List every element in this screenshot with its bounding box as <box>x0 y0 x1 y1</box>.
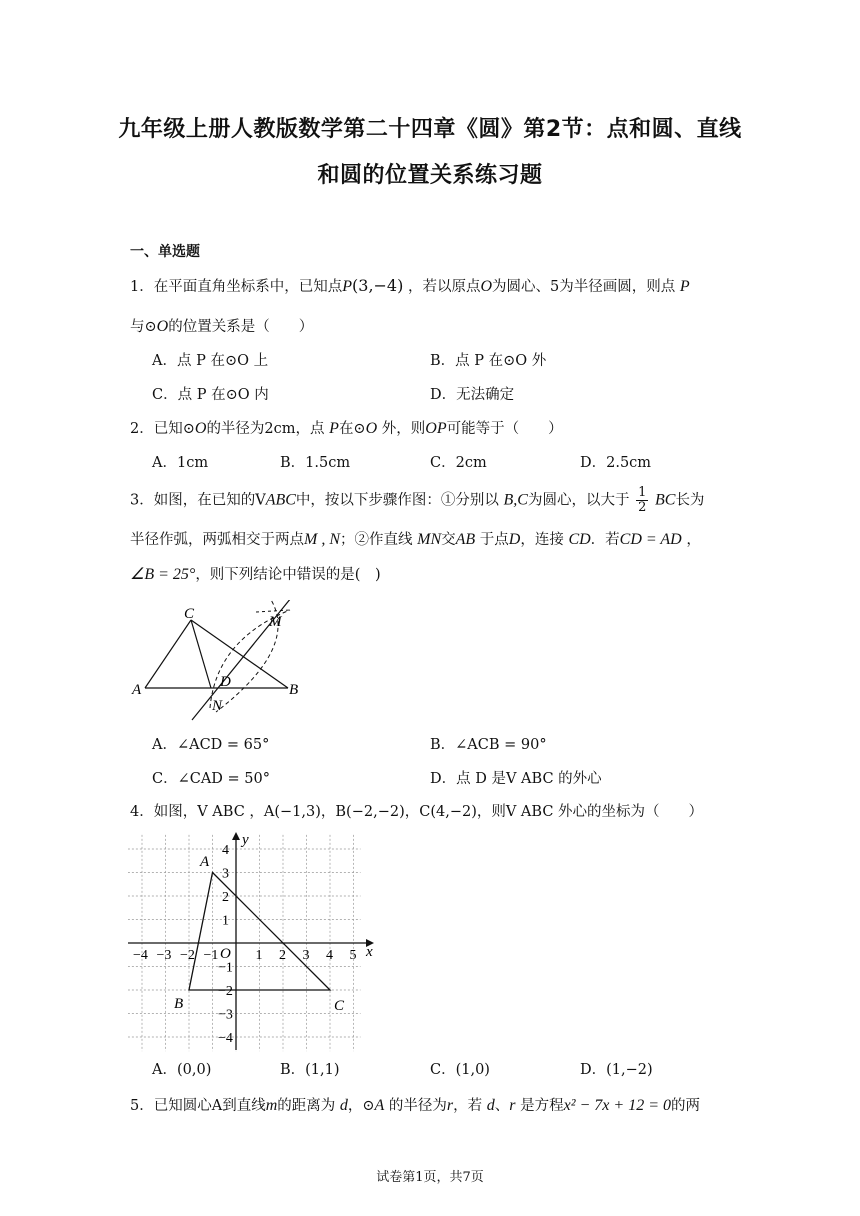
x-tick-label: 5 <box>349 948 357 963</box>
q2-stem: 2．已知⊙O的半径为2cm，点 P在⊙O 外，则OP可能等于（ ） <box>130 420 563 437</box>
label-b: B <box>174 996 184 1012</box>
q2-option-d: D．2.5cm <box>580 455 652 471</box>
x-tick-label: 2 <box>279 948 286 963</box>
y-tick-label: −2 <box>218 984 233 999</box>
x-tick-label: 3 <box>302 948 310 963</box>
q1-option-c: C．点 P 在⊙O 内 <box>152 387 269 403</box>
x-tick-label: −1 <box>203 948 219 963</box>
q4-option-a: A．(0,0) <box>152 1062 212 1078</box>
label-c: C <box>184 606 195 622</box>
x-tick-labels <box>133 948 357 963</box>
label-n: N <box>212 698 223 714</box>
q2-option-b: B．1.5cm <box>280 455 351 471</box>
q1-stem-line-1: 1．在平面直角坐标系中，已知点P(3,−4) ，若以原点O为圆心、5为半径画圆，则点 P <box>130 276 690 295</box>
q3-figure <box>128 600 308 725</box>
q3-option-d: D．点 D 是V ABC 的外心 <box>430 771 602 787</box>
y-tick-labels <box>218 843 233 1046</box>
q2-option-c: C．2cm <box>430 455 487 471</box>
q3-option-c: C．∠CAD = 50° <box>152 771 271 787</box>
title-line-2: 和圆的位置关系练习题 <box>317 163 543 188</box>
q1-stem-line-2: 与⊙O的位置关系是（ ） <box>130 318 314 335</box>
y-tick-label: −3 <box>218 1007 233 1023</box>
label-a: A <box>132 682 142 698</box>
q4-option-d: D．(1,−2) <box>580 1062 653 1078</box>
q3-stem-line-3: ∠B = 25°，则下列结论中错误的是( ) <box>130 566 381 583</box>
q5-stem: 5．已知圆心A到直线m的距离为 d，⊙A 的半径为r，若 d、r 是方程x² − 7x + 12 = 0的两 <box>130 1097 700 1114</box>
q1-option-a: A．点 P 在⊙O 上 <box>152 353 269 369</box>
x-tick-label: −2 <box>180 948 195 963</box>
q1-option-b: B．点 P 在⊙O 外 <box>430 353 547 369</box>
label-b: B <box>289 682 299 698</box>
label-c: C <box>334 998 345 1014</box>
q3-stem-line-1: 3．如图，在已知的VABC中，按以下步骤作图：①分别以 B,C为圆心，以大于 $\frac{1}{2}$ BC长为 <box>130 485 705 515</box>
title-line-1: 九年级上册人教版数学第二十四章《圆》第2节：点和圆、直线 <box>118 117 742 142</box>
q3-option-a: A．∠ACD = 65° <box>152 737 270 753</box>
y-tick-label: 2 <box>222 890 229 905</box>
x-tick-label: 1 <box>255 948 263 963</box>
page-footer: 试卷第1页，共7页 <box>376 1170 484 1185</box>
y-tick-label: −4 <box>218 1031 233 1046</box>
fraction-one-half: $\frac{1}{2}$ <box>638 485 647 515</box>
x-tick-label: −3 <box>156 948 172 963</box>
label-origin: O <box>220 946 231 962</box>
q4-option-b: B．(1,1) <box>280 1062 340 1078</box>
segment-ac <box>145 620 191 688</box>
q4-figure <box>128 830 380 1052</box>
y-tick-label: 1 <box>222 913 229 929</box>
q3-option-b: B．∠ACB = 90° <box>430 737 547 753</box>
q2-option-a: A．1cm <box>152 455 209 471</box>
y-tick-label: 4 <box>222 843 229 858</box>
label-y: y <box>242 832 249 848</box>
y-tick-label: −1 <box>218 960 233 976</box>
section-heading: 一、单选题 <box>130 244 200 260</box>
segment-cd <box>191 620 211 688</box>
x-tick-label: 4 <box>326 948 333 963</box>
segment-cb <box>191 620 288 688</box>
q4-option-c: C．(1,0) <box>430 1062 490 1078</box>
y-tick-label: 3 <box>222 866 229 882</box>
label-d: D <box>220 674 231 690</box>
q4-stem: 4．如图，V ABC ，A(−1,3)，B(−2,−2)，C(4,−2)，则V ABC 外心的坐标为（ ） <box>130 804 704 820</box>
y-axis-arrow <box>232 832 240 840</box>
q1-option-d: D．无法确定 <box>430 387 515 403</box>
q3-stem-line-2: 半径作弧，两弧相交于两点M , N；②作直线 MN交AB 于点D，连接 CD．若CD = AD ， <box>130 531 701 548</box>
label-m: M <box>269 614 282 630</box>
x-tick-label: −4 <box>133 948 148 963</box>
label-x: x <box>366 944 373 960</box>
label-a: A <box>200 854 210 870</box>
